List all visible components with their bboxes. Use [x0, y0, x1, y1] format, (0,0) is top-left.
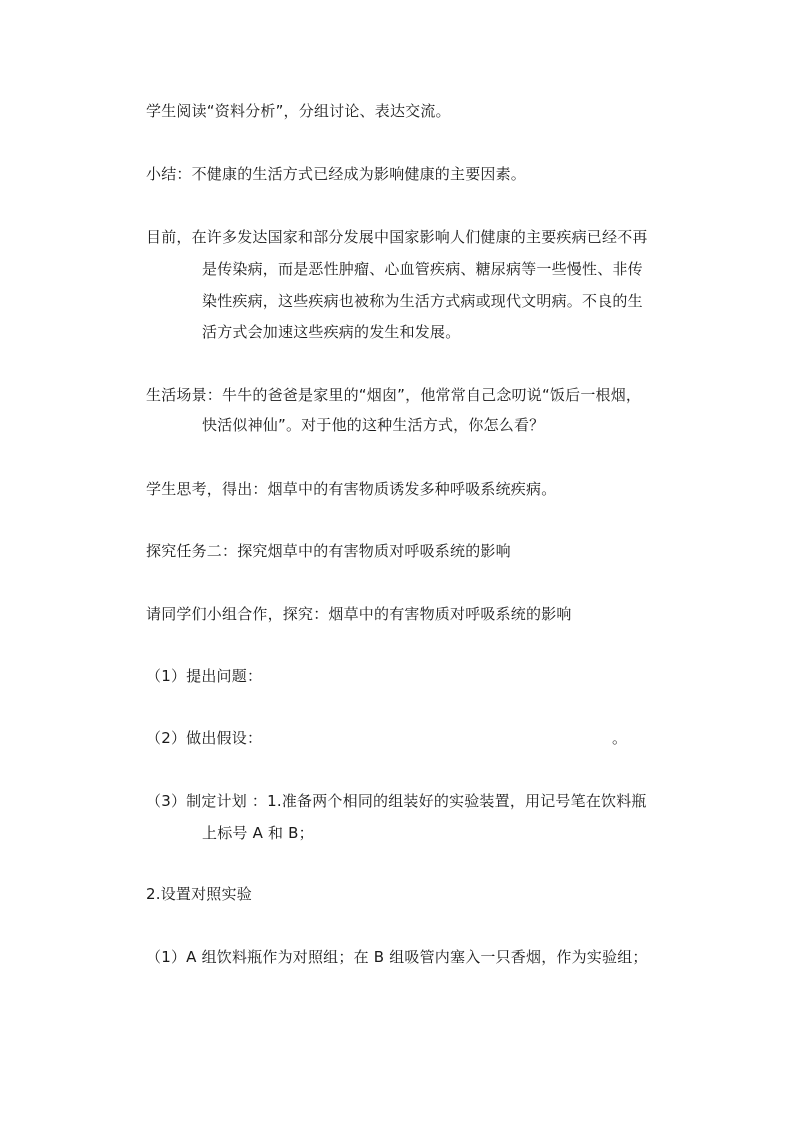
- paragraph-current-diseases-line3: 染性疾病，这些疾病也被称为生活方式病或现代文明病。不良的生: [202, 292, 643, 310]
- paragraph-inquiry-task-two: 探究任务二：探究烟草中的有害物质对呼吸系统的影响: [146, 542, 511, 560]
- paragraph-control-group: （1）A 组饮料瓶作为对照组；在 B 组吸管内塞入一只香烟，作为实验组；: [146, 948, 648, 966]
- paragraph-student-reading: 学生阅读“资料分析”，分组讨论、表达交流。: [146, 102, 451, 120]
- paragraph-control-experiment: 2.设置对照实验: [146, 885, 252, 903]
- step-make-plan-line1: （3）制定计划 ：1.准备两个相同的组装好的实验装置，用记号笔在饮料瓶: [146, 792, 647, 810]
- paragraph-summary: 小结：不健康的生活方式已经成为影响健康的主要因素。: [146, 165, 527, 183]
- step-ask-question: （1）提出问题：: [146, 667, 263, 685]
- step-make-plan-line2: 上标号 A 和 B；: [202, 824, 314, 842]
- paragraph-life-scene-line2: 快活似神仙”。对于他的这种生活方式，你怎么看？: [202, 416, 545, 434]
- paragraph-student-thinking: 学生思考，得出：烟草中的有害物质诱发多种呼吸系统疾病。: [146, 480, 557, 498]
- paragraph-current-diseases-line2: 是传染病，而是恶性肿瘤、心血管疾病、糖尿病等一些慢性、非传: [202, 260, 643, 278]
- paragraph-group-cooperation: 请同学们小组合作，探究：烟草中的有害物质对呼吸系统的影响: [146, 605, 572, 623]
- step-make-hypothesis-end: 。: [612, 729, 628, 747]
- step-make-hypothesis: （2）做出假设：: [146, 729, 263, 747]
- paragraph-current-diseases-line1: 目前，在许多发达国家和部分发展中国家影响人们健康的主要疾病已经不再: [146, 228, 648, 246]
- paragraph-current-diseases-line4: 活方式会加速这些疾病的发生和发展。: [202, 323, 461, 341]
- paragraph-life-scene-line1: 生活场景：牛牛的爸爸是家里的“烟囱”，他常常自己念叨说“饭后一根烟，: [146, 386, 642, 404]
